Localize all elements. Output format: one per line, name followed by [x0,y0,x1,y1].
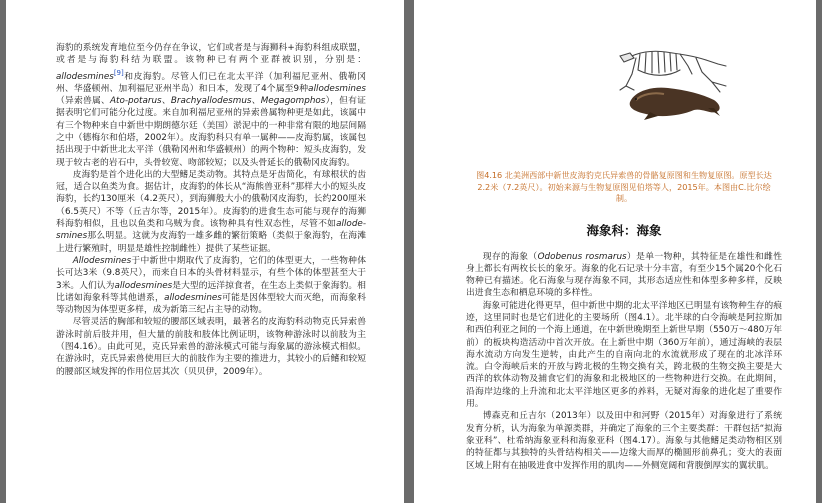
taxon-name: Ato-potarus [110,96,162,107]
text-run: 、 [161,96,171,107]
taxon-name: allodesmines [308,83,366,94]
text-run: （异索兽属、 [56,96,111,107]
right-page [414,0,816,503]
figure-4-16 [466,44,782,170]
left-page [6,0,404,503]
left-paragraph-3 [56,255,366,316]
right-paragraph-3: 博森克和丘吉尔（2013年）以及田中和河野（2015年）对海象进行了系统发育分析，认为海象为单源类群，并确定了海象的三个主要类群：干群包括“拟海象亚科”、杜希纳海象亚科和海象亚科（图4.17）。海象与其他鳍足类动物相区别的特征都与其独特的头骨结构相关——边缘大而厚的椭圆形前鼻孔；变大的表面区域上附有在抽吸进食中发挥作用的肌肉——外侧宽阔和背腹倒厚实的翼状肌。 [466,411,782,471]
left-paragraph-1 [56,42,366,169]
text-run: 海豹的系统发育地位至今仍存在争议，它们或者是与海狮科+海豹科组成联盟，或者是与海豹科结为联盟。该物种已有两个亚群被识别，分别是： [56,43,366,66]
text-run: 现存的海象（ [482,251,538,262]
left-paragraph-2 [56,169,366,255]
taxon-name: allodesmines [114,280,173,291]
text-run: ），但有证据表明它们可能分化过度。来自加利福尼亚州的异索兽属物种更是如此，该属中有三个物种来自中新世中期朗德尔廷（美国）淤泥中的一种非常有限的地层间隔之中（德梅尔和伯塔，2002年）。皮海豹科只有单一属种——皮海豹属，该属包括出现于中新世北太平洋（俄勒冈州和华盛顿州）的两个物种：短头皮海豹，发现于较古老的岩石中，头骨较宽、吻部较短；以及头骨延长的俄勒冈皮海豹。 [56,96,366,168]
taxon-name: Odobenus rosmarus [537,251,627,262]
taxon-name: Brachyallodesmus [170,96,252,107]
walrus-restoration-illustration [624,82,724,122]
text-run: 可能是因体型较大而灭绝，而海象科等动物因为体型更多样，成为新第三纪占主导的动物。 [56,292,366,316]
right-paragraph-1 [466,251,782,300]
text-run: 皮海豹是首个进化出的大型鳍足类动物。其特点是牙齿简化，有球根状的齿冠，适合以鱼类为食。据估计，皮海豹的体长从“海熊兽亚科”那样大小的短头皮海豹，长约130厘米（4.2英尺），到海狮般大小的俄勒冈皮海豹，长约200厘米（6.5英尺）不等（丘吉尔等，2015年）。皮海豹的进食生态可能与现存的海狮科海豹相似，且也以鱼类和乌贼为食。该物种具有性双态性，尽管不如 [56,169,366,230]
left-paragraph-4: 尽管灵活的胸部和较短的腰部区域表明，最著名的皮海豹科动物克氏异索兽游泳时前后肢并用，但大量的前肢和肢体比例证明，该物种游泳时以前肢为主（图4.16）。由此可见，克氏异索兽的游泳模式可能与海象属的游泳模式相似。在游泳时，克氏异索兽使用巨大的前肢作为主要的推进力，其较小的后鳍和较短的腰部区域发挥的作用位居其次（贝贝伊，2009年）。 [56,317,366,377]
taxon-name: allodesmines [56,71,114,82]
text-run: 于中新世中期取代了皮海豹，它们的体型更大，一些物种体长可达3米（9.8英尺），而来自日本的头骨材料显示，有些个体的体型甚至大于3米。人们认为 [56,255,366,291]
taxon-name: allode-smines [56,219,366,242]
taxon-name: Megagomphos [260,96,326,107]
right-paragraph-2: 海象可能进化得更早，但中新世中期的北太平洋地区已明显有该物种生存的痕迹，这里同时也是它们进化的主要场所（图4.1）。北半球的白令海峡是阿拉斯加和西伯利亚之间的一个海上通道，在中新世晚期至上新世早期（550万～480万年前）的板块构造活动中首次开放。在上新世中期（360万年前），通过海峡的表层海水流动方向发生逆转，由此产生的自南向北的水流就形成了现在的北冰洋环流。白令海峡后来的开放与跨北极的生物交换有关，跨北极的生物交换主要是大西洋的软体动物及捕食它们的海象和北极地区的一些物种进行交换。在此期间，沿海岸边缘的上升流和北太平洋地区更多的养料，无疑对海象的进化起了重要作用。 [466,300,782,410]
text-run: 和皮海豹。尽管人们已在北太平洋（加利福尼亚州、俄勒冈州、华盛顿州、加利福尼亚州半岛）和日本，发现了4个属至9种 [56,71,366,94]
footnote-link[interactable]: [9] [113,68,124,77]
text-run: 、 [251,96,261,107]
text-run: 那么明显。这就为皮海豹一雄多雌的繁衍策略（类似于象海豹，在海滩上进行繁殖时，明显是雄性控制雌性）提供了某些证据。 [56,231,366,254]
taxon-name: Allodesmines [72,255,132,266]
text-run: 是大型的远洋掠食者，在生态上类似于象海豹。相比诸如海象科等其他谱系， [56,280,366,303]
taxon-name: allodesmines [164,292,222,303]
figure-caption: 图4.16 北美洲西部中新世皮海豹克氏异索兽的骨骼复原图和生物复原图。原型长达2.2米（7.2英尺）。初始来源与生物复原图见伯塔等人，2015年。本图由C.比尔绘制。 [476,170,772,203]
section-heading: 海象科：海象 [586,222,662,238]
text-run: ）是单一物种，其特征是在雄性和雌性身上都长有两枚长长的象牙。海象的化石记录十分丰富，有至少15个属20个化石物种已有描述。化石海象与现存海象不同，其形态适应性和体型多种多样，反映出进食生态和栖息环境的多样性。 [466,251,782,299]
